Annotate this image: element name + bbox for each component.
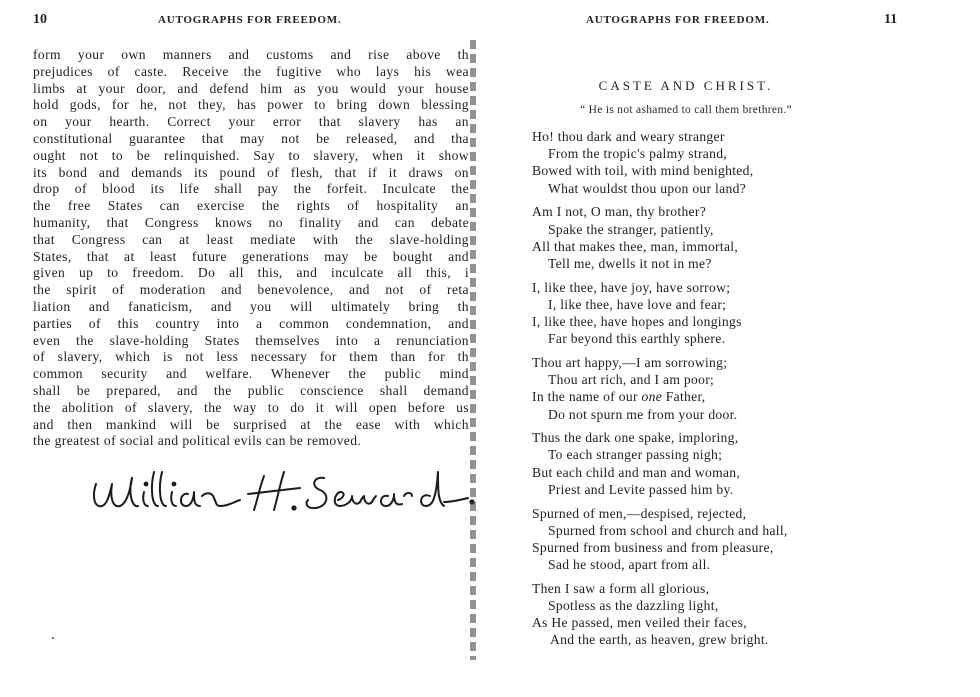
prose-line: of slavery, which is not less necessary for them than for th [33,349,469,365]
prose-line: form your own manners and customs and rise above th [33,47,469,62]
prose-line: shall be prepared, and the public conscience shall demand [33,382,469,398]
prose-line: the greatest of social and political evils can be removed. [33,433,362,449]
left-page [0,0,476,697]
poem-title: CASTE AND CHRIST. [598,78,774,93]
poem-stanza [532,354,892,423]
poem-line: Thus the dark one spake, imploring, [532,430,739,446]
poem-stanza [532,128,892,197]
running-head: AUTOGRAPHS FOR FREEDOM. [158,14,342,26]
prose-line: the spirit of moderation and benevolence, and not of reta [33,282,469,298]
poem-line: I, like thee, have joy, have sorrow; [532,279,731,295]
poem-line: Spake the stranger, patiently, [548,221,714,237]
poem-line: Spotless as the dazzling light, [548,598,719,614]
prose-line: its bond and demands its pound of flesh, that if it draws on [33,164,469,180]
prose-line: even the slave-holding States themselves into a renunciation [33,332,469,348]
right-page [476,0,980,697]
poem-line: As He passed, men veiled their faces, [532,615,747,631]
prose-line: drop of blood its life shall pay the forfeit. Inculcate the [33,181,469,197]
poem-line: Tell me, dwells it not in me? [548,255,712,271]
prose-line: liation and fanaticism, and you will ultimately bring th [33,298,469,314]
poem-line: Thou art happy,—I am sorrowing; [532,354,728,370]
prose-line: that Congress can at least mediate with the slave-holding [33,231,469,247]
poem-body [532,128,892,655]
poem-line: I, like thee, have hopes and longings [532,314,742,330]
poem-line: Do not spurn me from your door. [548,406,738,422]
prose-line: humanity, that Congress knows no finality and can debate [33,214,469,230]
poem-line-text: Father, [662,389,706,405]
poem-line [532,388,892,405]
signature [88,462,478,522]
poem-stanza [532,279,892,348]
page-number: 10 [33,12,47,27]
poem-line: Spurned of men,—despised, rejected, [532,505,747,521]
poem-line: I, like thee, have love and fear; [548,296,727,312]
poem-epigraph: “ He is not ashamed to call them brethren.” [580,104,792,116]
prose-line: constitutional guarantee that may not be released, and tha [33,130,469,146]
prose-line: and then mankind will be surprised at the ease with which [33,416,469,432]
poem-line: Thou art rich, and I am poor; [548,372,715,388]
poem-line: Sad he stood, apart from all. [548,557,711,573]
poem-line: Spurned from school and church and hall, [548,522,788,538]
prose-line: prejudices of caste. Receive the fugitive who lays his wea [33,63,469,79]
prose-line: States, that at least future generations may be bought and [33,248,469,264]
poem-line: Am I not, O man, thy brother? [532,204,707,220]
prose-line: common security and welfare. Whenever the public mind [33,366,469,382]
prose-line: the abolition of slavery, the way to do it will open before us [33,399,469,415]
poem-line: But each child and man and woman, [532,464,741,480]
poem-line: To each stranger passing nigh; [548,447,723,463]
signature-image [88,462,478,522]
poem-line: Bowed with toil, with mind benighted, [532,163,754,179]
poem-line: Ho! thou dark and weary stranger [532,129,725,144]
poem-line: Spurned from business and from pleasure, [532,539,774,555]
prose-line: parties of this country into a common condemnation, and [33,315,469,331]
poem-stanza [532,203,892,272]
prose-line: ought not to be relinquished. Say to slavery, when it show [33,147,469,163]
poem-line: What wouldst thou upon our land? [548,180,746,196]
poem-line: Far beyond this earthly sphere. [548,331,726,347]
poem-line: Priest and Levite passed him by. [548,481,734,497]
prose-line: on your hearth. Correct your error that slavery has an [33,114,469,130]
poem-line-text: In the name of our [532,389,642,405]
prose-line: given up to freedom. Do all this, and inculcate all this, i [33,265,469,281]
poem-line: Then I saw a form all glorious, [532,580,710,596]
poem-line: All that makes thee, man, immortal, [532,238,739,254]
poem-stanza [532,505,892,574]
prose-line: the free States can exercise the rights of hospitality an [33,198,469,214]
poem-stanza [532,429,892,498]
prose-body [33,47,469,450]
page-number: 11 [884,12,898,27]
poem-line: And the earth, as heaven, grew bright. [550,632,769,648]
running-head: AUTOGRAPHS FOR FREEDOM. [586,14,770,26]
prose-line: limbs at your door, and defend him as you would your house [33,80,469,96]
poem-stanza [532,580,892,649]
paper-speck [52,637,54,639]
poem-line: From the tropic's palmy strand, [548,146,728,162]
prose-line: hold gods, for he, not they, has power to bring down blessing [33,97,469,113]
poem-line-emphasis: one [641,389,663,405]
